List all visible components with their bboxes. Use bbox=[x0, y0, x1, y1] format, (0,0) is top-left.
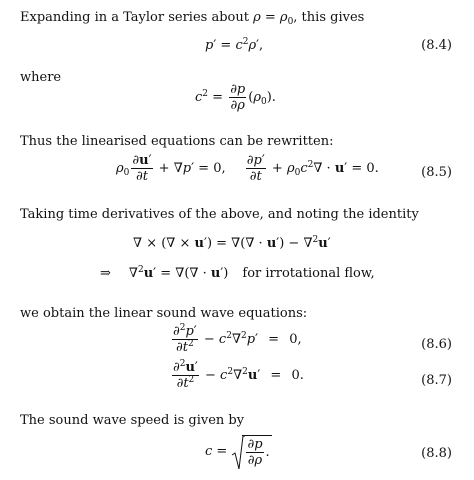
equation-8-5: $\rho_0$ $\frac{\partial u'}{\partial t}$ + ∇p′ = 0, $\frac{\partial p'}{\partial t}$ + $\rho_0c^2\nabla \cdot u' = 0$. bbox=[116, 153, 379, 184]
taking-paragraph: Taking time derivatives of the above, and noting the identity bbox=[20, 207, 419, 222]
square-root: $\frac{\partial p}{\partial\rho}$ . bbox=[231, 435, 271, 468]
fraction-dp-dt: $\frac{\partial p'}{\partial t}$ bbox=[246, 153, 265, 184]
equation-8-7: $\frac{\partial^2u'}{\partial t^2}$ − $c^2\nabla^2u' = 0$. bbox=[173, 359, 304, 391]
obtain-paragraph: we obtain the linear sound wave equations: bbox=[20, 306, 308, 321]
linearised-paragraph: Thus the linearised equations can be rewritten: bbox=[20, 134, 334, 149]
intro-paragraph: Expanding in a Taylor series about $\rho = \rho_0$, this gives bbox=[20, 10, 365, 27]
fraction-du-dt: $\frac{\partial u'}{\partial t}$ bbox=[132, 153, 152, 184]
equation-label-8-8: (8.8) bbox=[421, 446, 452, 461]
fraction-d2p-dt2: $\frac{\partial^2p'}{\partial t^2}$ bbox=[173, 323, 197, 355]
speed-paragraph: The sound wave speed is given by bbox=[20, 413, 245, 428]
where-text: where bbox=[20, 70, 62, 85]
equation-8-8: c = $\frac{\partial p}{\partial\rho}$ . bbox=[205, 435, 272, 468]
curl-curl-identity: ∇ × (∇ × u′) = ∇(∇ · u′) − ∇$^2$u′ bbox=[133, 235, 331, 251]
fraction-dp-drho-sqrt: $\frac{\partial p}{\partial\rho}$ bbox=[247, 437, 263, 468]
irrotational-text: for irrotational flow, bbox=[242, 266, 375, 281]
equation-label-8-5: (8.5) bbox=[421, 165, 452, 180]
equation-label-8-6: (8.6) bbox=[421, 337, 452, 352]
equation-label-8-4: (8.4) bbox=[421, 38, 452, 53]
radical-sign-icon bbox=[231, 435, 245, 471]
equation-sound-speed-squared: $c^2$ = $\frac{\partial p}{\partial\rho}$ $(\rho_0)$. bbox=[195, 82, 276, 113]
irrotational-implication: ⇒ ∇$^2$u′ = ∇(∇ · u′) for irrotational flow, bbox=[100, 265, 375, 281]
equation-8-6: $\frac{\partial^2p'}{\partial t^2}$ − $c^2\nabla^2p' = 0$, bbox=[173, 323, 302, 355]
fraction-dp-drho: $\frac{\partial p}{\partial\rho}$ bbox=[230, 82, 246, 113]
fraction-d2u-dt2: $\frac{\partial^2u'}{\partial t^2}$ bbox=[173, 359, 198, 391]
equation-8-4: $p' = c^2\rho'$, bbox=[205, 37, 264, 53]
equation-label-8-7: (8.7) bbox=[421, 373, 452, 388]
